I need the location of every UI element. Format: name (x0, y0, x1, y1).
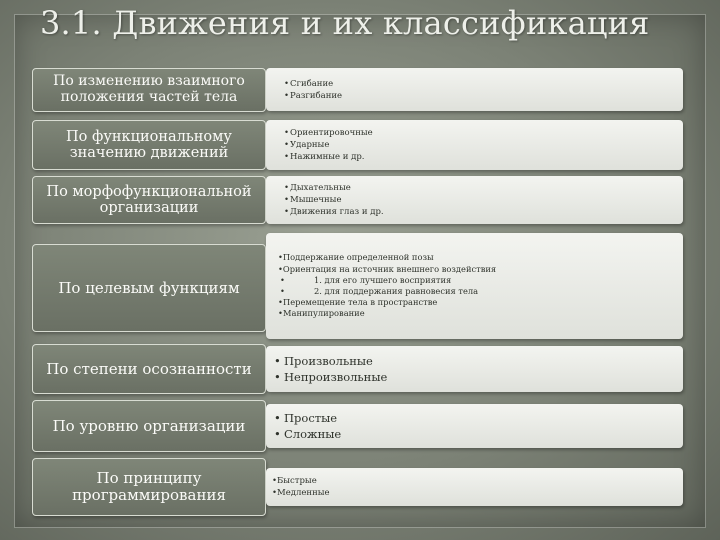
category-box-programming (32, 458, 266, 516)
list-item: • Ударные (266, 139, 683, 151)
items-list (266, 182, 683, 218)
list-item: •Медленные (272, 488, 330, 498)
category-box-organization-level (32, 400, 266, 452)
items-box-morphofunctional (266, 176, 683, 224)
list-item: •Ориентация на источник внешнего воздействия (278, 263, 497, 274)
items-list (266, 127, 683, 163)
list-item: • Сгибание (266, 78, 683, 90)
list-item: • Нажимные и др. (266, 151, 683, 163)
category-label: По степени осознанности (46, 359, 252, 378)
items-list (266, 353, 683, 385)
items-box-programming (266, 468, 683, 506)
category-label: По изменению взаимного положения частей тела (53, 73, 245, 105)
list-item: • Перемещение тела в пространстве (266, 297, 683, 308)
items-box-relative-position (266, 68, 683, 111)
category-label: По функциональному значению движений (66, 128, 232, 161)
items-box-functional-meaning (266, 120, 683, 170)
items-list (266, 78, 683, 102)
category-box-functional-meaning (32, 120, 266, 170)
list-item: • Непроизвольные (266, 369, 683, 385)
list-item: •Поддержание определенной позы (278, 252, 434, 263)
list-item: •Быстрые (272, 476, 317, 486)
category-box-target-functions (32, 244, 266, 332)
items-box-target-functions (266, 233, 683, 339)
items-list (266, 252, 683, 319)
category-label: По целевым функциям (58, 278, 240, 297)
category-box-morphofunctional (32, 176, 266, 224)
list-item: • Мышечные (266, 194, 683, 206)
list-item: • Манипулирование (266, 308, 683, 319)
items-box-awareness (266, 346, 683, 392)
items-list (266, 410, 683, 442)
category-label: По принципу программирования (72, 469, 226, 504)
list-item: • Дыхательные (266, 182, 683, 194)
list-item: • Разгибание (266, 90, 683, 102)
list-item: • Простые (266, 410, 683, 426)
list-item: • Ориентировочные (266, 127, 683, 139)
list-item: • 2. для поддержания равновесия тела (266, 286, 683, 297)
category-box-awareness (32, 344, 266, 394)
items-list (266, 475, 683, 499)
category-label: По морфофункциональной организации (46, 183, 252, 216)
category-label: По уровню организации (52, 416, 246, 435)
list-item: • Сложные (266, 426, 683, 442)
list-item: • Движения глаз и др. (266, 206, 683, 218)
slide-title: 3.1. Движения и их классификация (40, 4, 650, 42)
category-box-relative-position (32, 68, 266, 112)
list-item: • Произвольные (266, 353, 683, 369)
list-item: • 1. для его лучшего восприятия (266, 275, 683, 286)
items-box-organization-level (266, 404, 683, 448)
